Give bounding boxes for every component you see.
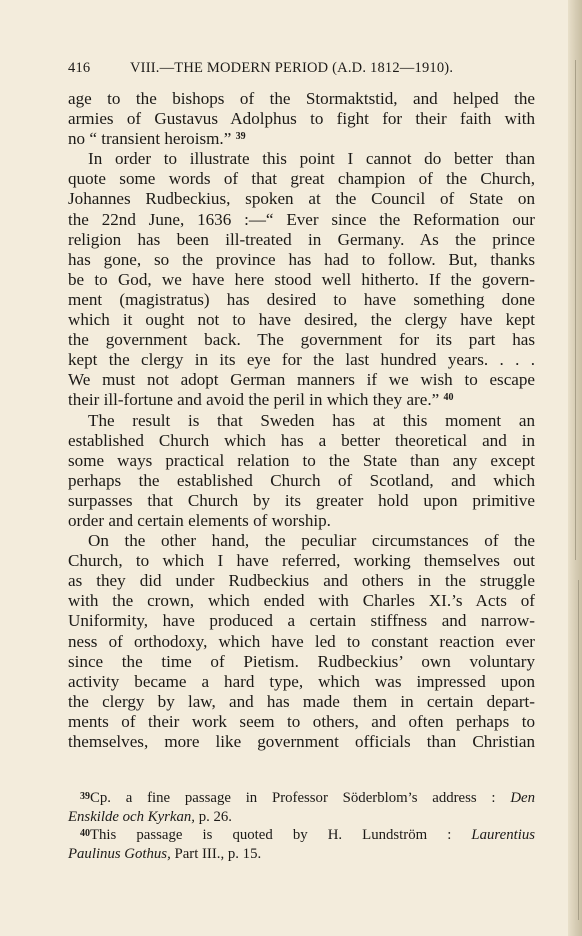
text-line [68,390,535,410]
text-line: ness of orthodoxy, which have led to constant reaction ever [68,631,535,651]
text-line: the government back. The government for its part has [68,330,535,350]
text-line: On the other hand, the peculiar circumstances of the [88,531,535,551]
text-line: themselves, more like government officials than Christian [68,732,535,751]
footnote-mark: 40 [80,828,90,839]
text-line: kept the clergy in its eye for the last hundred years. . . . [68,350,535,370]
text-line: has gone, so the province has had to follow. But, thanks [68,249,535,269]
text-line: the 22nd June, 1636 :—“ Ever since the Reformation our [68,209,535,229]
footnote-text: p. 26. [198,808,232,825]
footnote-text: Part III., p. 15. [174,845,262,862]
footnote-italic: Enskilde och Kyrkan, [68,808,195,825]
text-line: Uniformity, have produced a certain stiffness and narrow- [68,611,535,631]
text-line-content: no “ transient heroism.” [68,129,232,149]
footnote-ref: 39 [235,131,246,143]
footnote-39 [68,789,535,808]
text-line: We must not adopt German manners if we wish to escape [68,370,535,390]
text-line-content: their ill-fortune and avoid the peril in which they are.” [68,390,440,410]
text-line: armies of Gustavus Adolphus to fight for their faith with [68,109,535,129]
running-title: VIII.—THE MODERN PERIOD (A.D. 1812—1910). [130,60,454,76]
body-text [68,89,535,752]
running-header [68,60,538,77]
text-line: The result is that Sweden has at this moment an [88,410,535,430]
footnote-italic: Laurentius [471,827,535,843]
page-number: 416 [68,60,91,76]
text-line: perhaps the established Church of Scotland, and which [68,470,535,490]
text-line: In order to illustrate this point I cannot do better than [88,149,535,169]
text-line: Church, to which I have referred, working themselves out [68,551,535,571]
text-line: as they did under Rudbeckius and others in the struggle [68,571,535,591]
text-line: since the time of Pietism. Rudbeckius’ own voluntary [68,651,535,671]
text-line: Johannes Rudbeckius, spoken at the Council of State on [68,189,535,209]
text-line: quote some words of that great champion of the Church, [68,169,535,189]
edge-line [578,580,579,920]
text-line [68,129,535,149]
text-line: be to God, we have here stood well hitherto. If the govern- [68,269,535,289]
footnote-40-cont [68,845,535,864]
footnote-italic: Paulinus Gothus, [68,845,171,862]
text-line: some ways practical relation to the State than any except [68,450,535,470]
footnote-39-cont [68,808,535,827]
text-line: the clergy by law, and has made them in certain depart- [68,691,535,711]
text-line: established Church which has a better theoretical and in [68,430,535,450]
text-line: age to the bishops of the Stormaktstid, and helped the [68,89,535,108]
text-line: religion has been ill-treated in Germany. As the prince [68,229,535,249]
edge-line [575,60,576,560]
footnotes [68,789,535,863]
text-line: ment (magistratus) has desired to have something done [68,289,535,309]
text-line: surpasses that Church by its greater hold upon primitive [68,490,535,510]
page-edge [568,0,582,936]
text-line: order and certain elements of worship. [68,510,331,530]
text-line: which it ought not to have desired, the clergy have kept [68,310,535,330]
text-line: with the crown, which ended with Charles XI.’s Acts of [68,591,535,611]
text-line: activity became a hard type, which was impressed upon [68,671,535,691]
footnote-italic: Den [510,790,535,806]
text-line: ments of their work seem to others, and often perhaps to [68,711,535,731]
footnote-mark: 39 [80,791,90,802]
footnote-ref: 40 [443,392,454,404]
footnote-40 [68,826,535,845]
footnote-text: This passage is quoted by H. Lundström : [90,827,452,843]
footnote-text: Cp. a fine passage in Professor Söderblom’s address : [90,790,496,806]
